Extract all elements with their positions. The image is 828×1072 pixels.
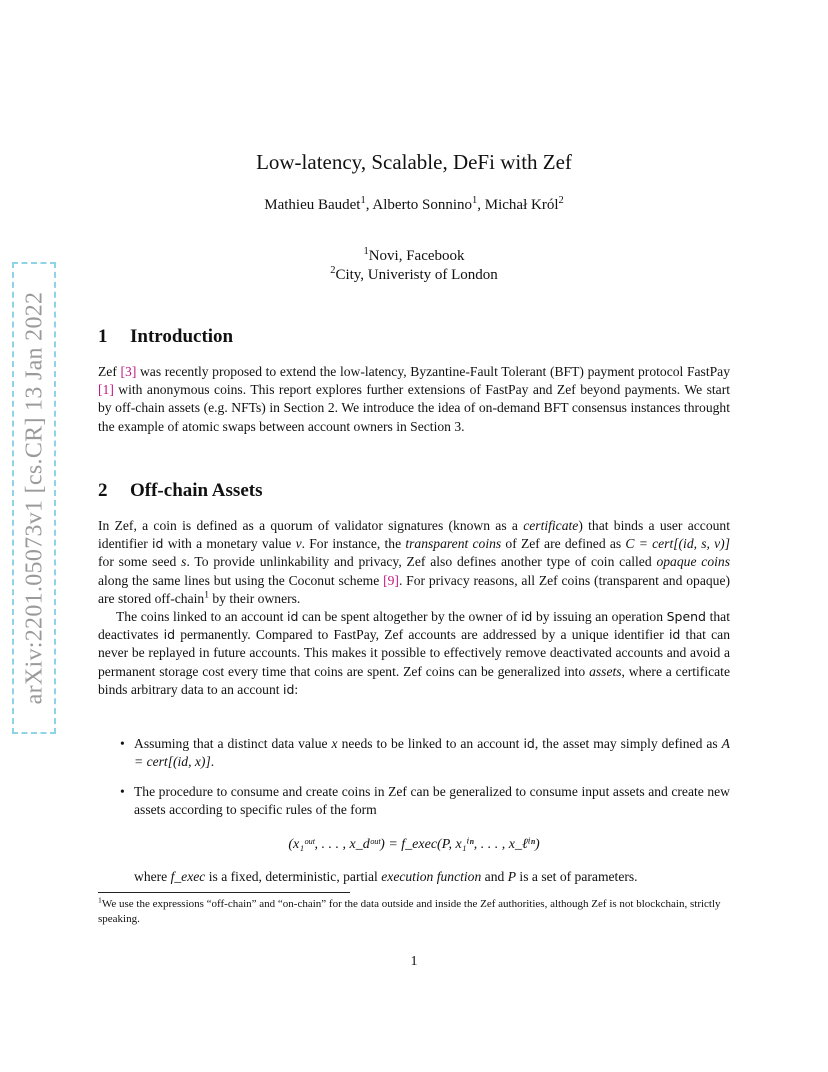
affiliation-text: City, Univeristy of London (335, 267, 498, 283)
author-affil-mark: 1 (472, 195, 478, 206)
affiliation-line (0, 248, 828, 265)
affiliation-mark: 1 (363, 246, 369, 257)
section-title: Introduction (130, 326, 234, 347)
intro-paragraph: Zef [3] was recently proposed to extend the low-latency, Byzantine-Fault Tolerant (BFT) payment protocol FastPay [1] with anonymous coins. This report explores further extensions of FastPay and Zef beyond payments. We start by off-chain assets (e.g. NFTs) in Section 2. We introduce the idea of on-demand BFT consensus instances throught the example of atomic swaps between account owners in Section 3. (98, 364, 730, 434)
author-name: Mathieu Baudet (264, 197, 361, 213)
footnote-text: We use the expressions “off-chain” and “on-chain” for the data outside and inside the Zef authorities, although Zef is not blockchain, strictly speaking. (98, 898, 721, 925)
citation-link[interactable]: [1] (98, 382, 114, 398)
section-title: Off-chain Assets (130, 480, 263, 501)
citation-link[interactable]: [3] (120, 364, 137, 379)
footnote-mark: 1 (98, 895, 102, 905)
author-affil-mark: 2 (558, 195, 564, 206)
author-affil-mark: 1 (360, 195, 366, 206)
bullet-dot: • (120, 736, 125, 751)
page-number: 1 (410, 954, 418, 969)
affiliation-mark: 2 (330, 265, 336, 276)
bullet-dot: • (120, 784, 125, 799)
footnote (98, 897, 730, 927)
section-heading-introduction (98, 326, 233, 348)
footnote-mark[interactable]: 1 (204, 590, 209, 601)
display-equation: (x₁ᵒᵘᵗ, . . . , x_dᵒᵘᵗ) = f_exec(P, x₁ⁱⁿ, . . . , x_ℓⁱⁿ) (288, 837, 540, 852)
list-item: • Assuming that a distinct data value x needs to be linked to an account id, the asset may simply defined as A = cert[(id, x)]. (120, 736, 730, 770)
citation-link[interactable]: [9] (383, 572, 399, 588)
inline-formula: A = cert[(id, x)] (134, 736, 730, 770)
section-heading-offchain-assets (98, 480, 262, 502)
affiliation-line (0, 267, 828, 284)
arxiv-identifier: arXiv:2201.05073v1 [cs.CR] 13 Jan 2022 (21, 291, 48, 705)
section-number: 1 (98, 326, 108, 347)
offchain-paragraph-2: The coins linked to an account id can be spent altogether by the owner of id by issuing an operation Spend that deactivates id permanently. Compared to FastPay, Zef accounts are addressed by a unique identifier id that can never be replayed in future accounts. This makes it possible to effectively remove deactivated accounts and avoid a permanent storage cost every time that coins are spent. Zef coins can be generalized into assets, where a certificate binds arbitrary data to an account id: (98, 609, 731, 697)
list-item: • The procedure to consume and create coins in Zef can be generalized to consume input assets and create new assets according to specific rules of the form (120, 784, 730, 818)
author-name: Alberto Sonnino (372, 197, 473, 213)
where-line: where f_exec is a fixed, deterministic, partial execution function and P is a set of parameters. (134, 869, 638, 884)
author-list: Mathieu Baudet$^1$, Alberto Sonnino$^1$, Michał Król$^2$ (264, 195, 564, 213)
offchain-paragraph-1: In Zef, a coin is defined as a quorum of validator signatures (known as a certificate) that binds a user account identifier id with a monetary value v. For instance, the transparent coins of Zef are defined as C = cert[(id, s, v)] for some seed s. To provide unlinkability and privacy, Zef also defines another type of coin called opaque coins along the same lines but using the Coconut scheme [9]. For privacy reasons, all Zef coins (transparent and opaque) are stored off-chain$^1$ by their owners. (98, 518, 731, 606)
author-name: Michał Król (484, 197, 559, 213)
footnote-divider (98, 892, 350, 893)
inline-formula: C = cert[(id, s, v)] (625, 536, 730, 552)
section-number: 2 (98, 480, 108, 501)
paper-title: Low-latency, Scalable, DeFi with Zef (256, 150, 572, 174)
affiliation-text: Novi, Facebook (368, 248, 465, 264)
